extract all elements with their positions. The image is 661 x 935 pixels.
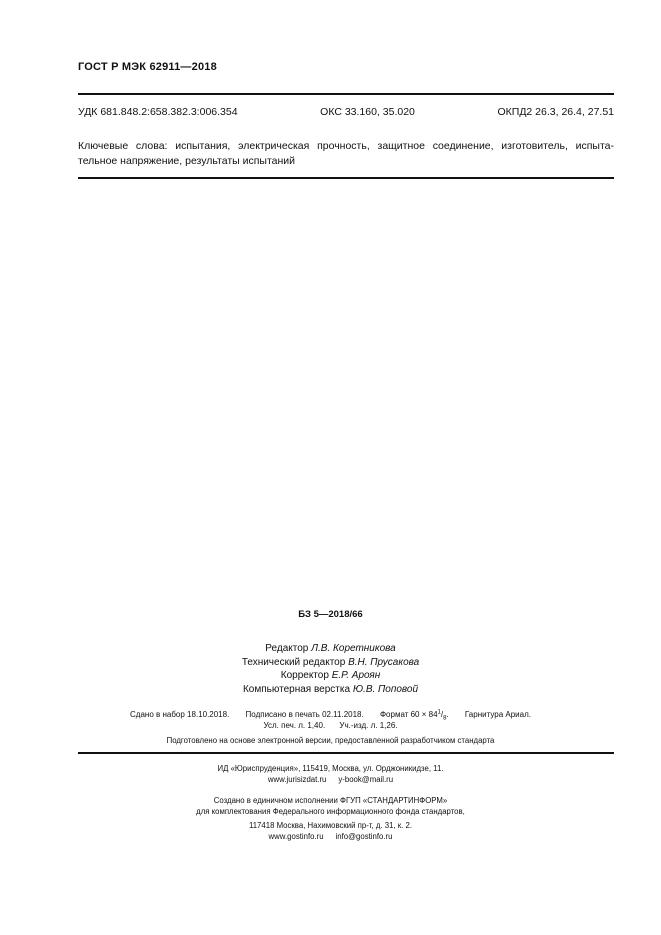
keywords-block — [78, 139, 614, 169]
printer-address-block — [0, 820, 661, 842]
typeface: Гарнитура Ариал. — [464, 709, 531, 719]
credit-role: Технический редактор — [241, 656, 346, 668]
signed-to-print: Подписано в печать 02.11.2018. — [245, 709, 364, 719]
credit-person: В.Н. Прусакова — [348, 656, 420, 668]
publisher-website-link[interactable]: www.jurisizdat.ru — [267, 775, 327, 784]
standard-title: ГОСТ Р МЭК 62911—2018 — [78, 61, 217, 73]
top-divider — [78, 93, 614, 95]
oks-code: ОКС 33.160, 35.020 — [320, 106, 415, 118]
credits-block — [0, 642, 661, 696]
credit-person: Л.В. Коретникова — [311, 643, 396, 654]
sent-to-set: Сдано в набор 18.10.2018. — [130, 709, 230, 719]
imprint-divider — [78, 752, 614, 754]
credit-corrector — [0, 669, 661, 683]
keywords-line-2: тельное напряжение, результаты испытаний — [78, 155, 296, 167]
credit-editor — [0, 642, 661, 656]
bz-number: БЗ 5—2018/66 — [298, 609, 363, 620]
publisher-email-link[interactable]: y-book@mail.ru — [338, 775, 394, 784]
printer-contacts — [0, 831, 661, 842]
publishing-sheets: Уч.-изд. л. 1,26. — [339, 721, 398, 730]
publication-details-row-1 — [0, 709, 661, 721]
credit-person: Е.Р. Ароян — [331, 670, 381, 681]
printing-line-2: для комплектования Федерального информационного фонда стандартов, — [196, 807, 465, 816]
credit-role: Корректор — [280, 670, 329, 681]
publisher-contacts — [0, 774, 661, 785]
keywords-line-1: Ключевые слова: испытания, электрическая прочность, защитное соединение, изготовитель, испыта- — [78, 140, 614, 152]
publisher-block — [0, 763, 661, 785]
classification-row — [78, 106, 614, 118]
publisher-address: ИД «Юриспруденция», 115419, Москва, ул. Орджоникидзе, 11. — [217, 764, 444, 773]
prepared-note: Подготовлено на основе электронной версии, предоставленной разработчиком стандарта — [166, 736, 495, 745]
credit-layout — [0, 683, 661, 697]
printing-note — [0, 795, 661, 817]
keywords-divider — [78, 177, 614, 179]
okpd-code: ОКПД2 26.3, 26.4, 27.51 — [497, 106, 614, 118]
page-format: Формат $60 \times 84^1/_8$. — [379, 709, 449, 722]
credit-tech-editor — [0, 656, 661, 670]
credit-person: Ю.В. Поповой — [352, 683, 419, 695]
credit-role: Редактор — [265, 643, 309, 654]
udk-code: УДК 681.848.2:658.382.3:006.354 — [78, 106, 238, 118]
printing-line-1: Создано в единичном исполнении ФГУП «СТАНДАРТИНФОРМ» — [213, 796, 448, 805]
publication-details-row-2 — [0, 721, 661, 730]
printer-website-link[interactable]: www.gostinfo.ru — [268, 832, 324, 841]
credit-role: Компьютерная верстка — [242, 683, 351, 695]
print-sheets: Усл. печ. л. 1,40. — [263, 721, 326, 730]
printer-address: 117418 Москва, Нахимовский пр-т, д. 31, к. 2. — [248, 821, 413, 830]
printer-email-link[interactable]: info@gostinfo.ru — [335, 832, 393, 841]
